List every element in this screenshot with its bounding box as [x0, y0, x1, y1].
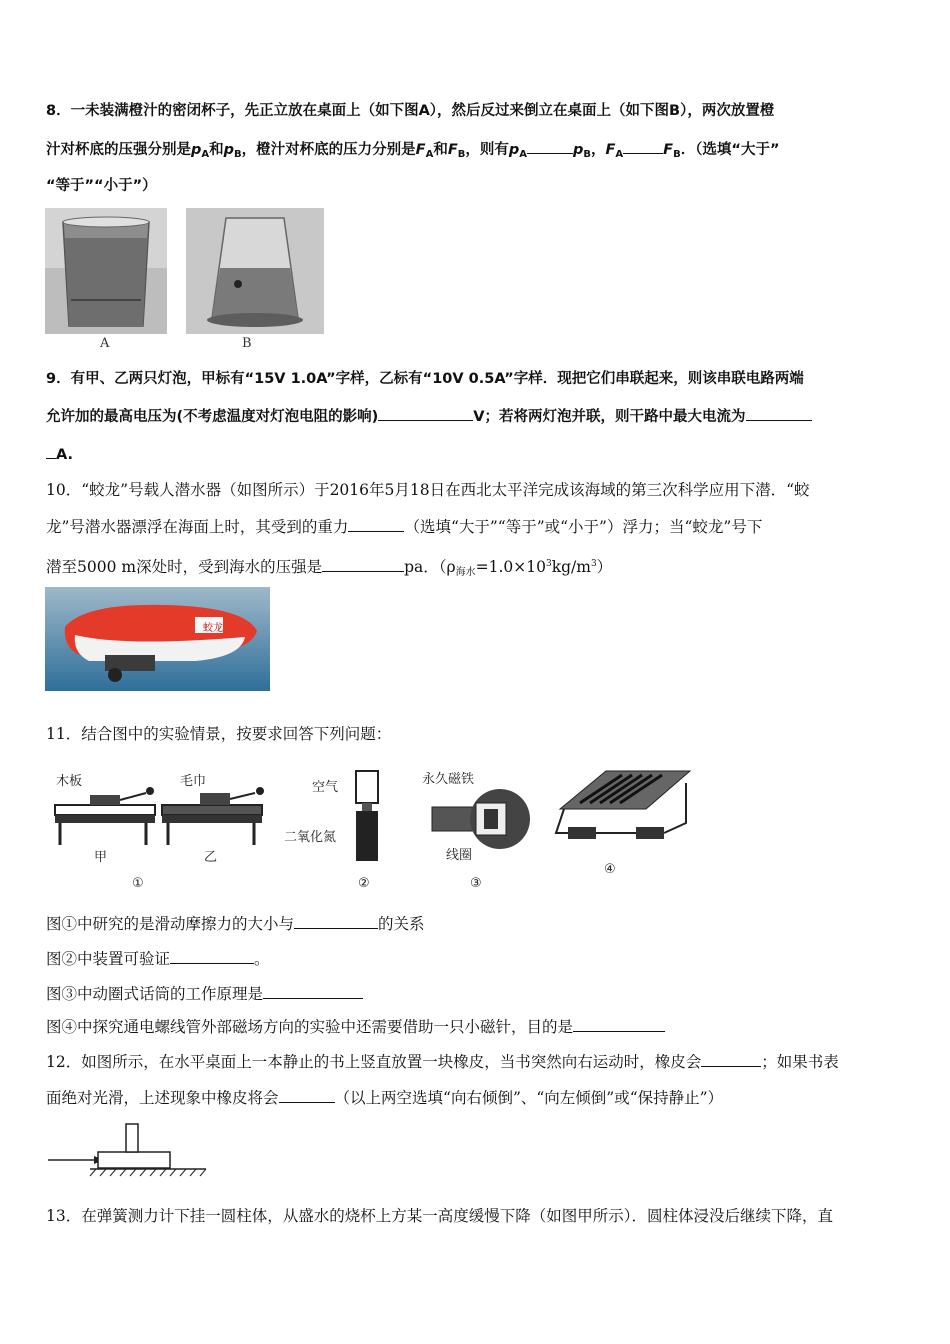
answer-blank[interactable] — [170, 948, 254, 964]
q11-answer-4 — [46, 1016, 665, 1038]
label-maojin: 毛巾 — [180, 774, 207, 789]
sub: B — [234, 149, 242, 160]
answer-blank[interactable] — [263, 983, 363, 999]
sub: A — [201, 149, 210, 160]
q10-text: =1.0×10 — [475, 558, 546, 576]
q12-text: 12．如图所示，在水平桌面上一本静止的书上竖直放置一块橡皮，当书突然向右运动时，橡皮会 — [46, 1053, 702, 1071]
label-muban: 木板 — [56, 774, 83, 789]
q10-text: （选填“大于”“等于”或“小于”）浮力；当“蛟龙”号下 — [404, 518, 763, 536]
q12-line-2 — [46, 1087, 723, 1109]
submersible-label: 蛟龙 — [203, 623, 223, 634]
label-kongqi: 空气 — [312, 780, 339, 795]
cup-a-caption: A — [100, 336, 110, 351]
q8-line-3: “等于”“小于”） — [46, 178, 157, 194]
q8-line-1: 8．一未装满橙汁的密闭杯子，先正立放在桌面上（如下图A），然后反过来倒立在桌面上（如下图B），两次放置橙 — [46, 103, 775, 119]
q11-intro: 11．结合图中的实验情景，按要求回答下列问题： — [46, 725, 392, 743]
var-p: p — [223, 142, 235, 158]
answer-blank[interactable] — [279, 1087, 335, 1103]
var-f: F — [663, 142, 674, 158]
figure-4-solenoid — [556, 771, 690, 877]
figure-3-microphone — [422, 771, 530, 891]
q10-line-1: 10．“蛟龙”号载人潜水器（如图所示）于2016年5月18日在西北太平洋完成该海域的第三次科学应用下潜．“蛟 — [46, 481, 810, 499]
q11-answer-3 — [46, 983, 363, 1005]
q11-text: 。 — [254, 950, 270, 968]
q12-text: ；如果书表 — [761, 1053, 839, 1071]
q9-text: 允许加的最高电压为(不考虑温度对灯泡电阻的影响) — [46, 409, 379, 425]
q8-text: 汁对杯底的压强分别是 — [46, 142, 191, 158]
answer-blank[interactable] — [378, 405, 473, 421]
q10-text: pa．（ρ — [404, 558, 456, 576]
var-p: p — [508, 142, 520, 158]
q11-text: 的关系 — [378, 915, 425, 933]
label-yi: 乙 — [204, 850, 218, 865]
var-p: p — [191, 142, 202, 158]
q10-line-2 — [46, 516, 762, 538]
label-yongjiucitie: 永久磁铁 — [422, 772, 475, 787]
sup: 3 — [545, 559, 552, 569]
q11-text: 图②中装置可验证 — [46, 950, 171, 968]
answer-blank[interactable] — [527, 138, 573, 154]
label-eryanghuadan: 二氧化氮 — [284, 830, 337, 845]
q8-text: ， — [591, 142, 606, 158]
cup-b-photo — [186, 208, 324, 334]
q11-text: 图①中研究的是滑动摩擦力的大小与 — [46, 915, 295, 933]
answer-blank[interactable] — [322, 556, 404, 572]
sub: B — [457, 149, 466, 160]
q12-text: 面绝对光滑，上述现象中橡皮将会 — [46, 1089, 279, 1107]
q8-text: ，则有 — [465, 142, 509, 158]
var-f: F — [415, 142, 426, 158]
cup-a-photo — [45, 208, 167, 334]
q9-text: V；若将两灯泡并联，则干路中最大电流为 — [473, 409, 746, 425]
label-xianquan: 线圈 — [446, 848, 473, 863]
q9-line-1: 9．有甲、乙两只灯泡，甲标有“15V 1.0A”字样，乙标有“10V 0.5A”字样．现把它们串联起来，则该串联电路两端 — [46, 371, 804, 387]
q10-text: ） — [596, 558, 613, 576]
answer-blank[interactable] — [701, 1051, 761, 1067]
sub: A — [425, 149, 434, 160]
sup: 3 — [590, 559, 597, 569]
label-n4: ④ — [604, 862, 616, 877]
q9-line-2 — [46, 405, 812, 428]
sub: 海水 — [455, 567, 476, 578]
q10-text: 龙”号潜水器漂浮在海面上时，其受到的重力 — [46, 518, 349, 536]
sub: A — [519, 149, 527, 160]
ground-hatch — [90, 1169, 206, 1176]
label-n2: ② — [358, 876, 370, 891]
book — [98, 1152, 170, 1168]
sub: B — [673, 149, 681, 160]
sub: B — [583, 149, 591, 160]
answer-blank[interactable] — [294, 913, 378, 929]
q12-text: （以上两空选填“向右倾倒”、“向左倾倒”或“保持静止”） — [334, 1089, 724, 1107]
q8-text: ．（选填“大于” — [680, 142, 780, 158]
label-n1: ① — [132, 876, 144, 891]
q8-text: ，橙汁对杯底的压力分别是 — [241, 142, 416, 158]
var-f: F — [447, 142, 458, 158]
q11-text: 图③中动圈式话筒的工作原理是 — [46, 985, 264, 1003]
figure-1-friction — [55, 773, 264, 891]
q12-line-1 — [46, 1051, 839, 1073]
label-jia: 甲 — [94, 850, 108, 865]
label-n3: ③ — [470, 876, 482, 891]
answer-blank[interactable] — [623, 138, 663, 154]
q10-text: 潜至5000 m深处时，受到海水的压强是 — [46, 558, 323, 576]
answer-blank[interactable] — [573, 1016, 665, 1032]
q9-line-3 — [46, 443, 73, 466]
eraser — [126, 1124, 138, 1152]
q10-text: kg/m — [551, 558, 591, 576]
q11-text: 图④中探究通电螺线管外部磁场方向的实验中还需要借助一只小磁针，目的是 — [46, 1018, 574, 1036]
answer-blank[interactable] — [746, 405, 812, 421]
var-p: p — [572, 142, 584, 158]
answer-blank[interactable] — [348, 516, 404, 532]
sub: A — [615, 149, 624, 160]
submersible-photo — [45, 587, 270, 691]
figure-2-diffusion — [284, 771, 378, 891]
q11-answer-1 — [46, 913, 425, 935]
q8-line-2 — [46, 138, 780, 166]
book-eraser-figure — [46, 1122, 210, 1178]
answer-blank[interactable] — [46, 443, 56, 459]
q8-text: 和 — [209, 142, 224, 158]
q13-line-1: 13．在弹簧测力计下挂一圆柱体，从盛水的烧杯上方某一高度缓慢下降（如图甲所示）．圆柱体浸没后继续下降，直 — [46, 1207, 833, 1225]
q10-line-3 — [46, 553, 612, 584]
var-f: F — [605, 142, 616, 158]
q8-text: 和 — [433, 142, 448, 158]
q9-text: A. — [56, 447, 73, 463]
q11-answer-2 — [46, 948, 270, 970]
q11-figures — [50, 763, 700, 893]
cup-b-caption: B — [242, 336, 252, 351]
